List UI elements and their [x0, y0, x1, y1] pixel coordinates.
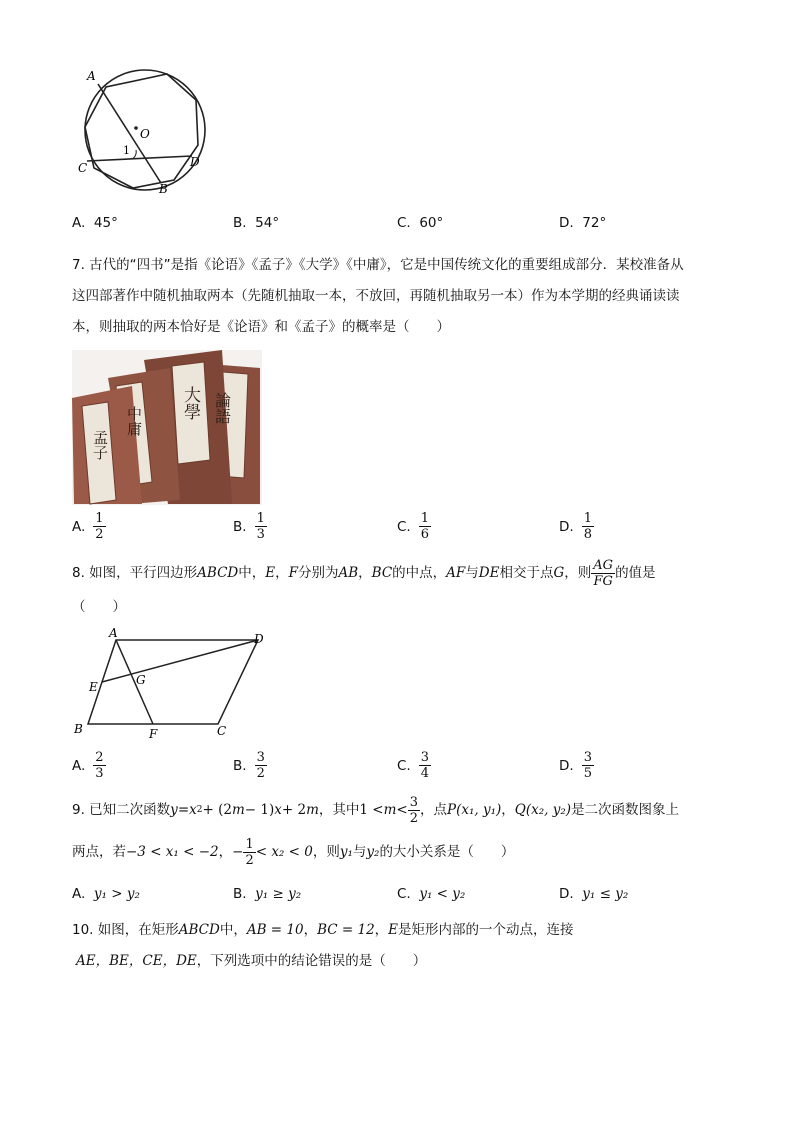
- q9-line-1: 9. 已知二次函数 y = x 2 + (2 m − 1) x + 2 m ，其中 1 < m < $\frac{3}{2}$ ，点 P (x₁, y₁) ， Q (x₂, y₂) 是二次函数图象上: [72, 794, 680, 826]
- book-title-mengzi: 孟子: [91, 430, 109, 460]
- q8-option-b-fraction: $\frac{3}{2}$: [256, 750, 265, 781]
- q8-option-b[interactable]: B. $\frac{3}{2}$: [233, 750, 265, 781]
- q8-line-1: 8. 如图，平行四边形 ABCD 中， E ， F 分别为 AB ， BC 的中点， AF 与 DE 相交于点 G ，则 $\frac{AG}{FG}$ 的值是: [72, 557, 656, 589]
- q7-option-b[interactable]: B. $\frac{1}{3}$: [233, 511, 265, 542]
- book-title-zhongyong: 中庸: [125, 406, 143, 436]
- q9-option-b[interactable]: B. y₁ ≥ y₂: [233, 886, 302, 902]
- q7-option-a[interactable]: A. $\frac{1}{2}$: [72, 511, 104, 542]
- fig-label-b: B: [159, 182, 168, 196]
- fig-label-a: A: [87, 69, 96, 83]
- q8-option-d[interactable]: D. $\frac{3}{5}$: [559, 750, 592, 781]
- fig8-label-g: G: [136, 673, 146, 687]
- fig-label-c: C: [78, 161, 88, 175]
- q10-line-1: 10. 如图，在矩形ABCD中，AB = 10，BC = 12，E是矩形内部的一个动点，连接: [72, 922, 574, 938]
- q7-line-2: 这四部著作中随机抽取两本（先随机抽取一本，不放回，再随机抽取另一本）作为本学期的经典诵读读: [72, 288, 680, 304]
- parallelogram-figure: [70, 625, 270, 740]
- q8-option-c-fraction: $\frac{3}{4}$: [420, 750, 429, 781]
- q6-option-a[interactable]: A. 45°: [72, 215, 118, 231]
- q7-option-c-fraction: $\frac{1}{6}$: [420, 511, 429, 542]
- q8-option-a[interactable]: A. $\frac{2}{3}$: [72, 750, 104, 781]
- q9-option-c[interactable]: C. y₁ < y₂: [397, 886, 466, 902]
- four-books-photo: [72, 350, 262, 505]
- fig-label-d: D: [190, 155, 200, 169]
- q6-option-c[interactable]: C. 60°: [397, 215, 444, 231]
- q7-option-c[interactable]: C. $\frac{1}{6}$: [397, 511, 429, 542]
- book-title-lunyu: 論語: [212, 392, 232, 424]
- fig8-label-c: C: [217, 724, 227, 738]
- q7-line-1: 7. 古代的“四书”是指《论语》《孟子》《大学》《中庸》，它是中国传统文化的重要组成部分．某校准备从: [72, 257, 684, 273]
- fig8-label-a: A: [109, 626, 118, 640]
- q8-option-d-fraction: $\frac{3}{5}$: [583, 750, 592, 781]
- q9-options: [72, 884, 712, 906]
- fig8-label-b: B: [74, 722, 83, 736]
- fig8-label-d: D: [254, 632, 264, 646]
- fig8-label-f: F: [149, 727, 158, 741]
- q9-cond-fraction: $\frac{3}{2}$: [409, 794, 418, 826]
- q7-option-b-fraction: $\frac{1}{3}$: [256, 511, 265, 542]
- fig8-label-e: E: [89, 680, 98, 694]
- q9-option-d[interactable]: D. y₁ ≤ y₂: [559, 886, 629, 902]
- q7-option-d-fraction: $\frac{1}{8}$: [583, 511, 592, 542]
- q9-option-a[interactable]: A. y₁ > y₂: [72, 886, 140, 902]
- fig-label-o: O: [140, 127, 150, 141]
- q8-option-a-fraction: $\frac{2}{3}$: [95, 750, 104, 781]
- q7-option-a-fraction: $\frac{1}{2}$: [95, 511, 104, 542]
- q8-option-c[interactable]: C. $\frac{3}{4}$: [397, 750, 429, 781]
- fig-label-angle1: 1: [123, 144, 130, 157]
- q10-line-2: AE，BE，CE，DE，下列选项中的结论错误的是（ ）: [76, 953, 427, 969]
- q7-option-d[interactable]: D. $\frac{1}{8}$: [559, 511, 592, 542]
- q6-option-d[interactable]: D. 72°: [559, 215, 607, 231]
- q7-options: [72, 511, 712, 551]
- q6-option-b[interactable]: B. 54°: [233, 215, 280, 231]
- q9-line-2: 两点，若 −3 < x₁ < −2 ， − $\frac{1}{2}$ < x₂ < 0 ，则 y₁ 与 y₂ 的大小关系是（ ）: [72, 836, 515, 868]
- octagon-circle-figure: [70, 60, 220, 200]
- q8-options: [72, 750, 712, 790]
- book-title-daxue: 大學: [180, 386, 200, 420]
- q8-answer-paren: （ ）: [72, 599, 126, 615]
- q7-line-3: 本，则抽取的两本恰好是《论语》和《孟子》的概率是（ ）: [72, 319, 450, 335]
- q8-ratio-fraction: $\frac{AG}{FG}$: [593, 557, 614, 589]
- q9-ineq-fraction: $\frac{1}{2}$: [245, 836, 254, 868]
